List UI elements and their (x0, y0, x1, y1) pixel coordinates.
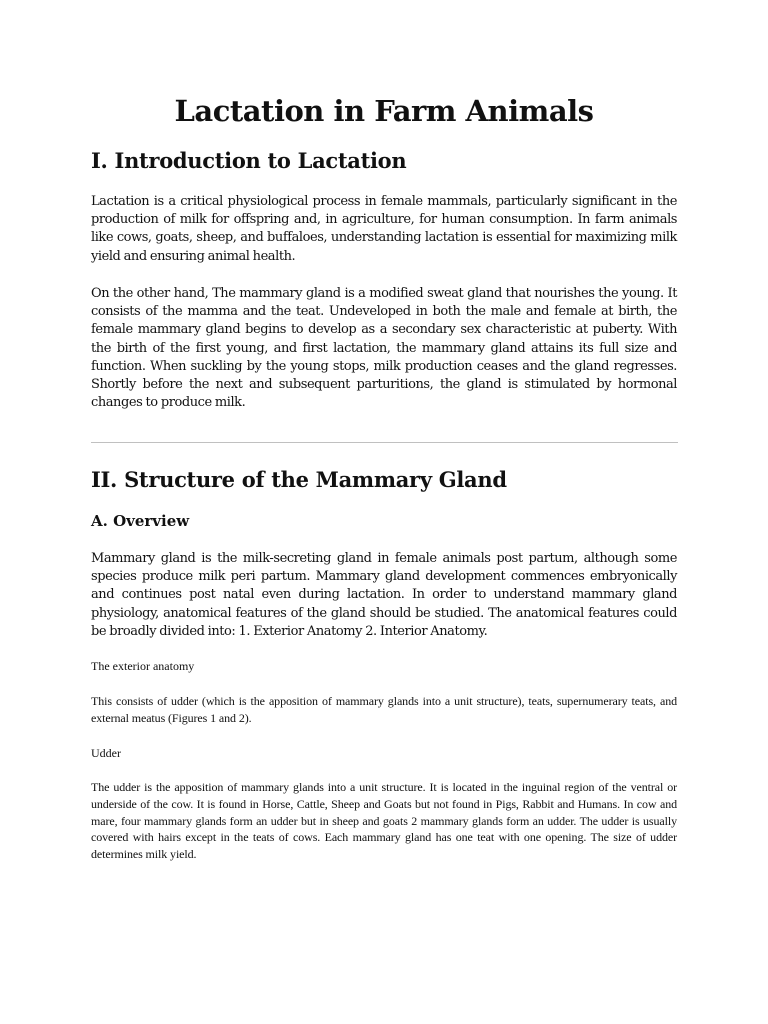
subheading-overview: A. Overview (91, 512, 190, 530)
section-divider (91, 442, 678, 443)
udder-paragraph: The udder is the apposition of mammary glands into a unit structure. It is located in the inguinal region of the ventral or underside of the cow. It is found in Horse, Cattle, Sheep and Goats but not found in Pigs, Rabbit and Humans. In cow and mare, four mammary glands form an udder but in sheep and goats 2 mammary glands form an udder. The udder is usually covered with hairs except in the teats of cows. Each mammary gland has one teat with one opening. The size of udder determines milk yield. (91, 780, 677, 862)
intro-paragraph-1: Lactation is a critical physiological process in female mammals, particularly significant in the production of milk for offspring and, in agriculture, for human consumption. In farm animals like cows, goats, sheep, and buffaloes, understanding lactation is essential for maximizing milk yield and ensuring animal health. (91, 194, 677, 264)
exterior-anatomy-label: The exterior anatomy (91, 659, 195, 673)
overview-paragraph: Mammary gland is the milk-secreting gland in female animals post partum, although some species produce milk peri partum. Mammary gland development commences embryonically and continues post natal even during lactation. In order to understand mammary gland physiology, anatomical features of the gland should be studied. The anatomical features could be broadly divided into: 1. Exterior Anatomy 2. Interior Anatomy. (91, 551, 677, 639)
udder-label: Udder (91, 746, 121, 760)
section-heading-structure: II. Structure of the Mammary Gland (91, 467, 507, 492)
exterior-anatomy-paragraph: This consists of udder (which is the apposition of mammary glands into a unit structure), teats, supernumerary teats, and external meatus (Figures 1 and 2). (91, 694, 677, 725)
intro-paragraph-2: On the other hand, The mammary gland is a modified sweat gland that nourishes the young. It consists of the mamma and the teat. Undeveloped in both the male and female at birth, the female mammary gland begins to develop as a secondary sex characteristic at puberty. With the birth of the first young, and first lactation, the mammary gland attains its full size and function. When suckling by the young stops, milk production ceases and the gland regresses. Shortly before the next and subsequent parturitions, the gland is stimulated by hormonal changes to produce milk. (91, 286, 677, 411)
section-heading-introduction: I. Introduction to Lactation (91, 148, 407, 173)
document-title: Lactation in Farm Animals (174, 94, 594, 128)
